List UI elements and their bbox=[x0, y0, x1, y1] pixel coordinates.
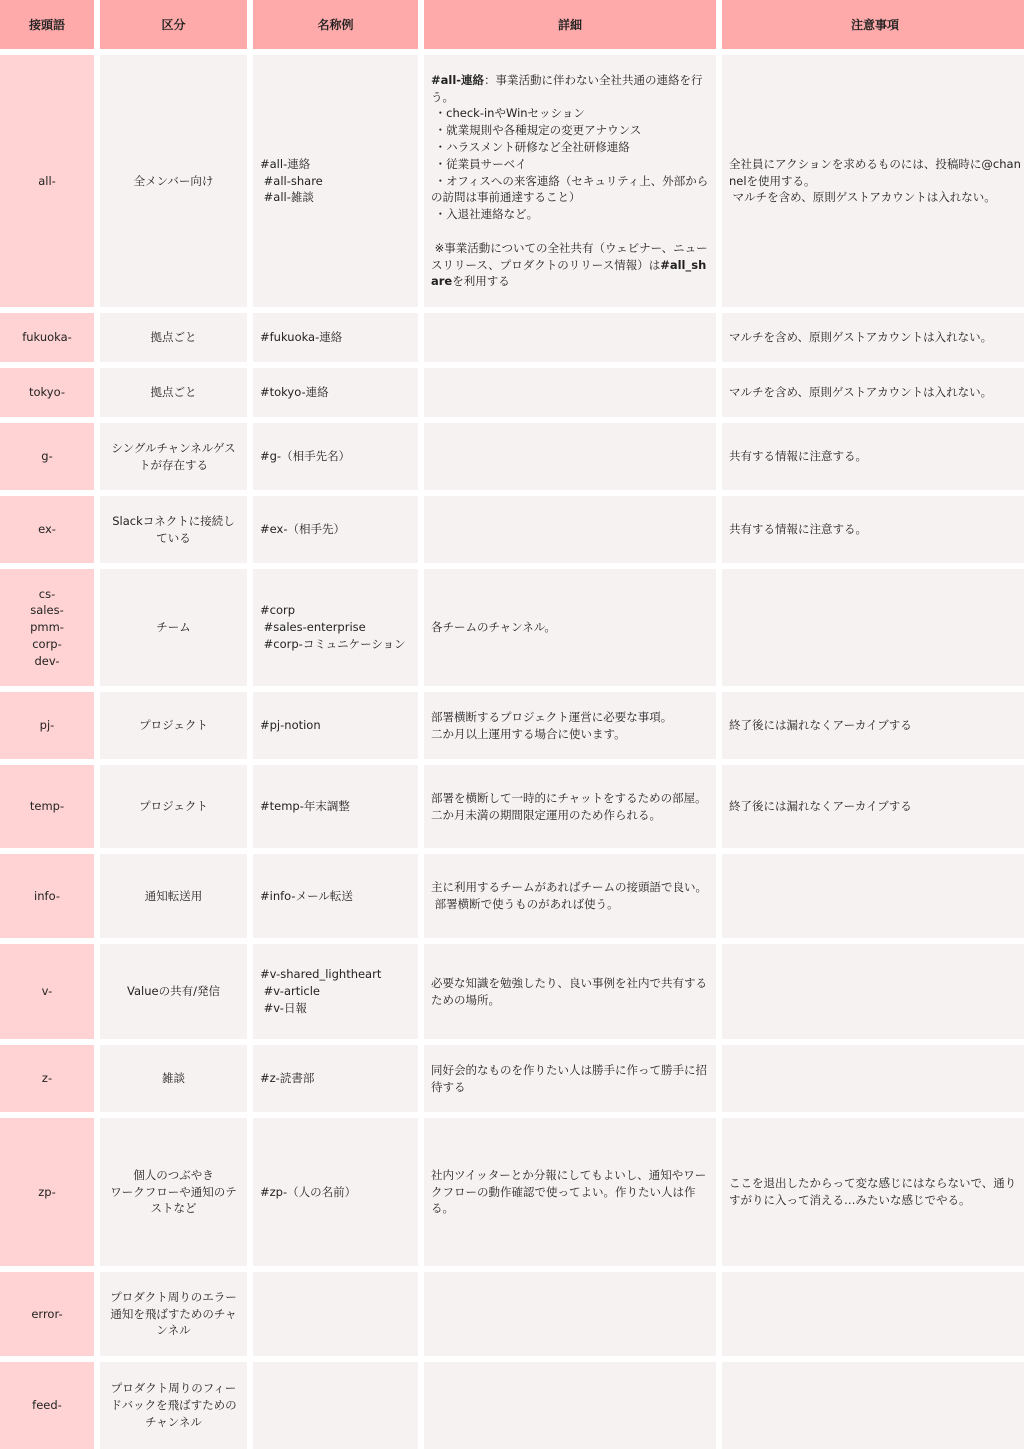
cell-notes bbox=[722, 569, 1024, 686]
cell-example: #v-shared_lightheart #v-article #v-日報 bbox=[253, 944, 418, 1039]
cell-category: 通知転送用 bbox=[100, 854, 247, 938]
cell-example bbox=[253, 1362, 418, 1449]
cell-example: #tokyo-連絡 bbox=[253, 368, 418, 417]
cell-prefix: g- bbox=[0, 423, 94, 490]
cell-detail bbox=[424, 1362, 716, 1449]
cell-example: #z-読書部 bbox=[253, 1045, 418, 1112]
channel-name-bold: #all_share bbox=[431, 257, 707, 289]
cell-notes: 共有する情報に注意する。 bbox=[722, 423, 1024, 490]
cell-example: #pj-notion bbox=[253, 692, 418, 759]
cell-prefix: pj- bbox=[0, 692, 94, 759]
cell-category: 拠点ごと bbox=[100, 313, 247, 362]
cell-notes: 終了後には漏れなくアーカイブする bbox=[722, 692, 1024, 759]
cell-notes bbox=[722, 1045, 1024, 1112]
cell-category: プロダクト周りのエラー通知を飛ばすためのチャンネル bbox=[100, 1272, 247, 1356]
cell-detail: 社内ツイッターとか分報にしてもよいし、通知やワークフローの動作確認で使ってよい。作りたい人は作る。 bbox=[424, 1118, 716, 1266]
detail-text bbox=[431, 72, 709, 290]
cell-detail bbox=[424, 313, 716, 362]
cell-notes bbox=[722, 944, 1024, 1039]
cell-detail: 主に利用するチームがあればチームの接頭語で良い。 部署横断で使うものがあれば使う。 bbox=[424, 854, 716, 938]
cell-prefix: tokyo- bbox=[0, 368, 94, 417]
cell-category: プロジェクト bbox=[100, 692, 247, 759]
cell-prefix: z- bbox=[0, 1045, 94, 1112]
cell-example: #ex-（相手先） bbox=[253, 496, 418, 563]
cell-detail: 各チームのチャンネル。 bbox=[424, 569, 716, 686]
header-example: 名称例 bbox=[253, 0, 418, 49]
header-category: 区分 bbox=[100, 0, 247, 49]
cell-example: #zp-（人の名前） bbox=[253, 1118, 418, 1266]
cell-category: 雑談 bbox=[100, 1045, 247, 1112]
cell-notes bbox=[722, 854, 1024, 938]
cell-detail bbox=[424, 368, 716, 417]
cell-example: #corp #sales-enterprise #corp-コミュニケーション bbox=[253, 569, 418, 686]
cell-category: プロダクト周りのフィードバックを飛ばすためのチャンネル bbox=[100, 1362, 247, 1449]
header-notes: 注意事項 bbox=[722, 0, 1024, 49]
cell-detail: 部署を横断して一時的にチャットをするための部屋。 二か月未満の期間限定運用のため作られる。 bbox=[424, 765, 716, 848]
cell-category: Slackコネクトに接続している bbox=[100, 496, 247, 563]
cell-prefix: info- bbox=[0, 854, 94, 938]
cell-category: 拠点ごと bbox=[100, 368, 247, 417]
cell-notes: ここを退出したからって変な感じにはならないで、通りすがりに入って消える…みたいな感じでやる。 bbox=[722, 1118, 1024, 1266]
cell-detail bbox=[424, 423, 716, 490]
cell-prefix: ex- bbox=[0, 496, 94, 563]
cell-prefix: cs- sales- pmm- corp- dev- bbox=[0, 569, 94, 686]
cell-example: #g-（相手先名） bbox=[253, 423, 418, 490]
cell-prefix: all- bbox=[0, 55, 94, 307]
cell-category: 個人のつぶやき ワークフローや通知のテストなど bbox=[100, 1118, 247, 1266]
cell-category: 全メンバー向け bbox=[100, 55, 247, 307]
cell-category: シングルチャンネルゲストが存在する bbox=[100, 423, 247, 490]
cell-detail bbox=[424, 55, 716, 307]
cell-detail: 必要な知識を勉強したり、良い事例を社内で共有するための場所。 bbox=[424, 944, 716, 1039]
cell-notes: マルチを含め、原則ゲストアカウントは入れない。 bbox=[722, 368, 1024, 417]
header-detail: 詳細 bbox=[424, 0, 716, 49]
cell-prefix: fukuoka- bbox=[0, 313, 94, 362]
cell-example: #temp-年末調整 bbox=[253, 765, 418, 848]
cell-notes: 共有する情報に注意する。 bbox=[722, 496, 1024, 563]
cell-example: #fukuoka-連絡 bbox=[253, 313, 418, 362]
header-prefix: 接頭語 bbox=[0, 0, 94, 49]
cell-category: プロジェクト bbox=[100, 765, 247, 848]
cell-notes bbox=[722, 1362, 1024, 1449]
cell-detail: 同好会的なものを作りたい人は勝手に作って勝手に招待する bbox=[424, 1045, 716, 1112]
cell-detail: 部署横断するプロジェクト運営に必要な事項。 二か月以上運用する場合に使います。 bbox=[424, 692, 716, 759]
cell-example: #all-連絡 #all-share #all-雑談 bbox=[253, 55, 418, 307]
cell-prefix: temp- bbox=[0, 765, 94, 848]
cell-notes: 終了後には漏れなくアーカイブする bbox=[722, 765, 1024, 848]
detail-segment: を利用する bbox=[452, 274, 510, 289]
cell-example bbox=[253, 1272, 418, 1356]
cell-prefix: v- bbox=[0, 944, 94, 1039]
cell-notes: マルチを含め、原則ゲストアカウントは入れない。 bbox=[722, 313, 1024, 362]
cell-notes bbox=[722, 1272, 1024, 1356]
cell-prefix: error- bbox=[0, 1272, 94, 1356]
cell-detail bbox=[424, 496, 716, 563]
cell-prefix: feed- bbox=[0, 1362, 94, 1449]
detail-segment: ：事業活動に伴わない全社共通の連絡を行う。 ・check-inやWinセッション ・就業規則や各種規定の変更アナウンス ・ハラスメント研修など全社研修連絡 ・従業員サーベイ ・オフィスへの来客連絡（セキュリティ上、外部からの訪問は事前通達すること） ・入退社連絡など。 ※事業活動についての全社共有（ウェビナー、ニュースリリース、プロダクトのリリース情報）は bbox=[431, 72, 709, 272]
cell-example: #info-メール転送 bbox=[253, 854, 418, 938]
cell-category: チーム bbox=[100, 569, 247, 686]
cell-category: Valueの共有/発信 bbox=[100, 944, 247, 1039]
cell-prefix: zp- bbox=[0, 1118, 94, 1266]
cell-notes: 全社員にアクションを求めるものには、投稿時に@channelを使用する。 マルチを含め、原則ゲストアカウントは入れない。 bbox=[722, 55, 1024, 307]
cell-detail bbox=[424, 1272, 716, 1356]
channel-name-bold: #all-連絡 bbox=[431, 72, 485, 87]
